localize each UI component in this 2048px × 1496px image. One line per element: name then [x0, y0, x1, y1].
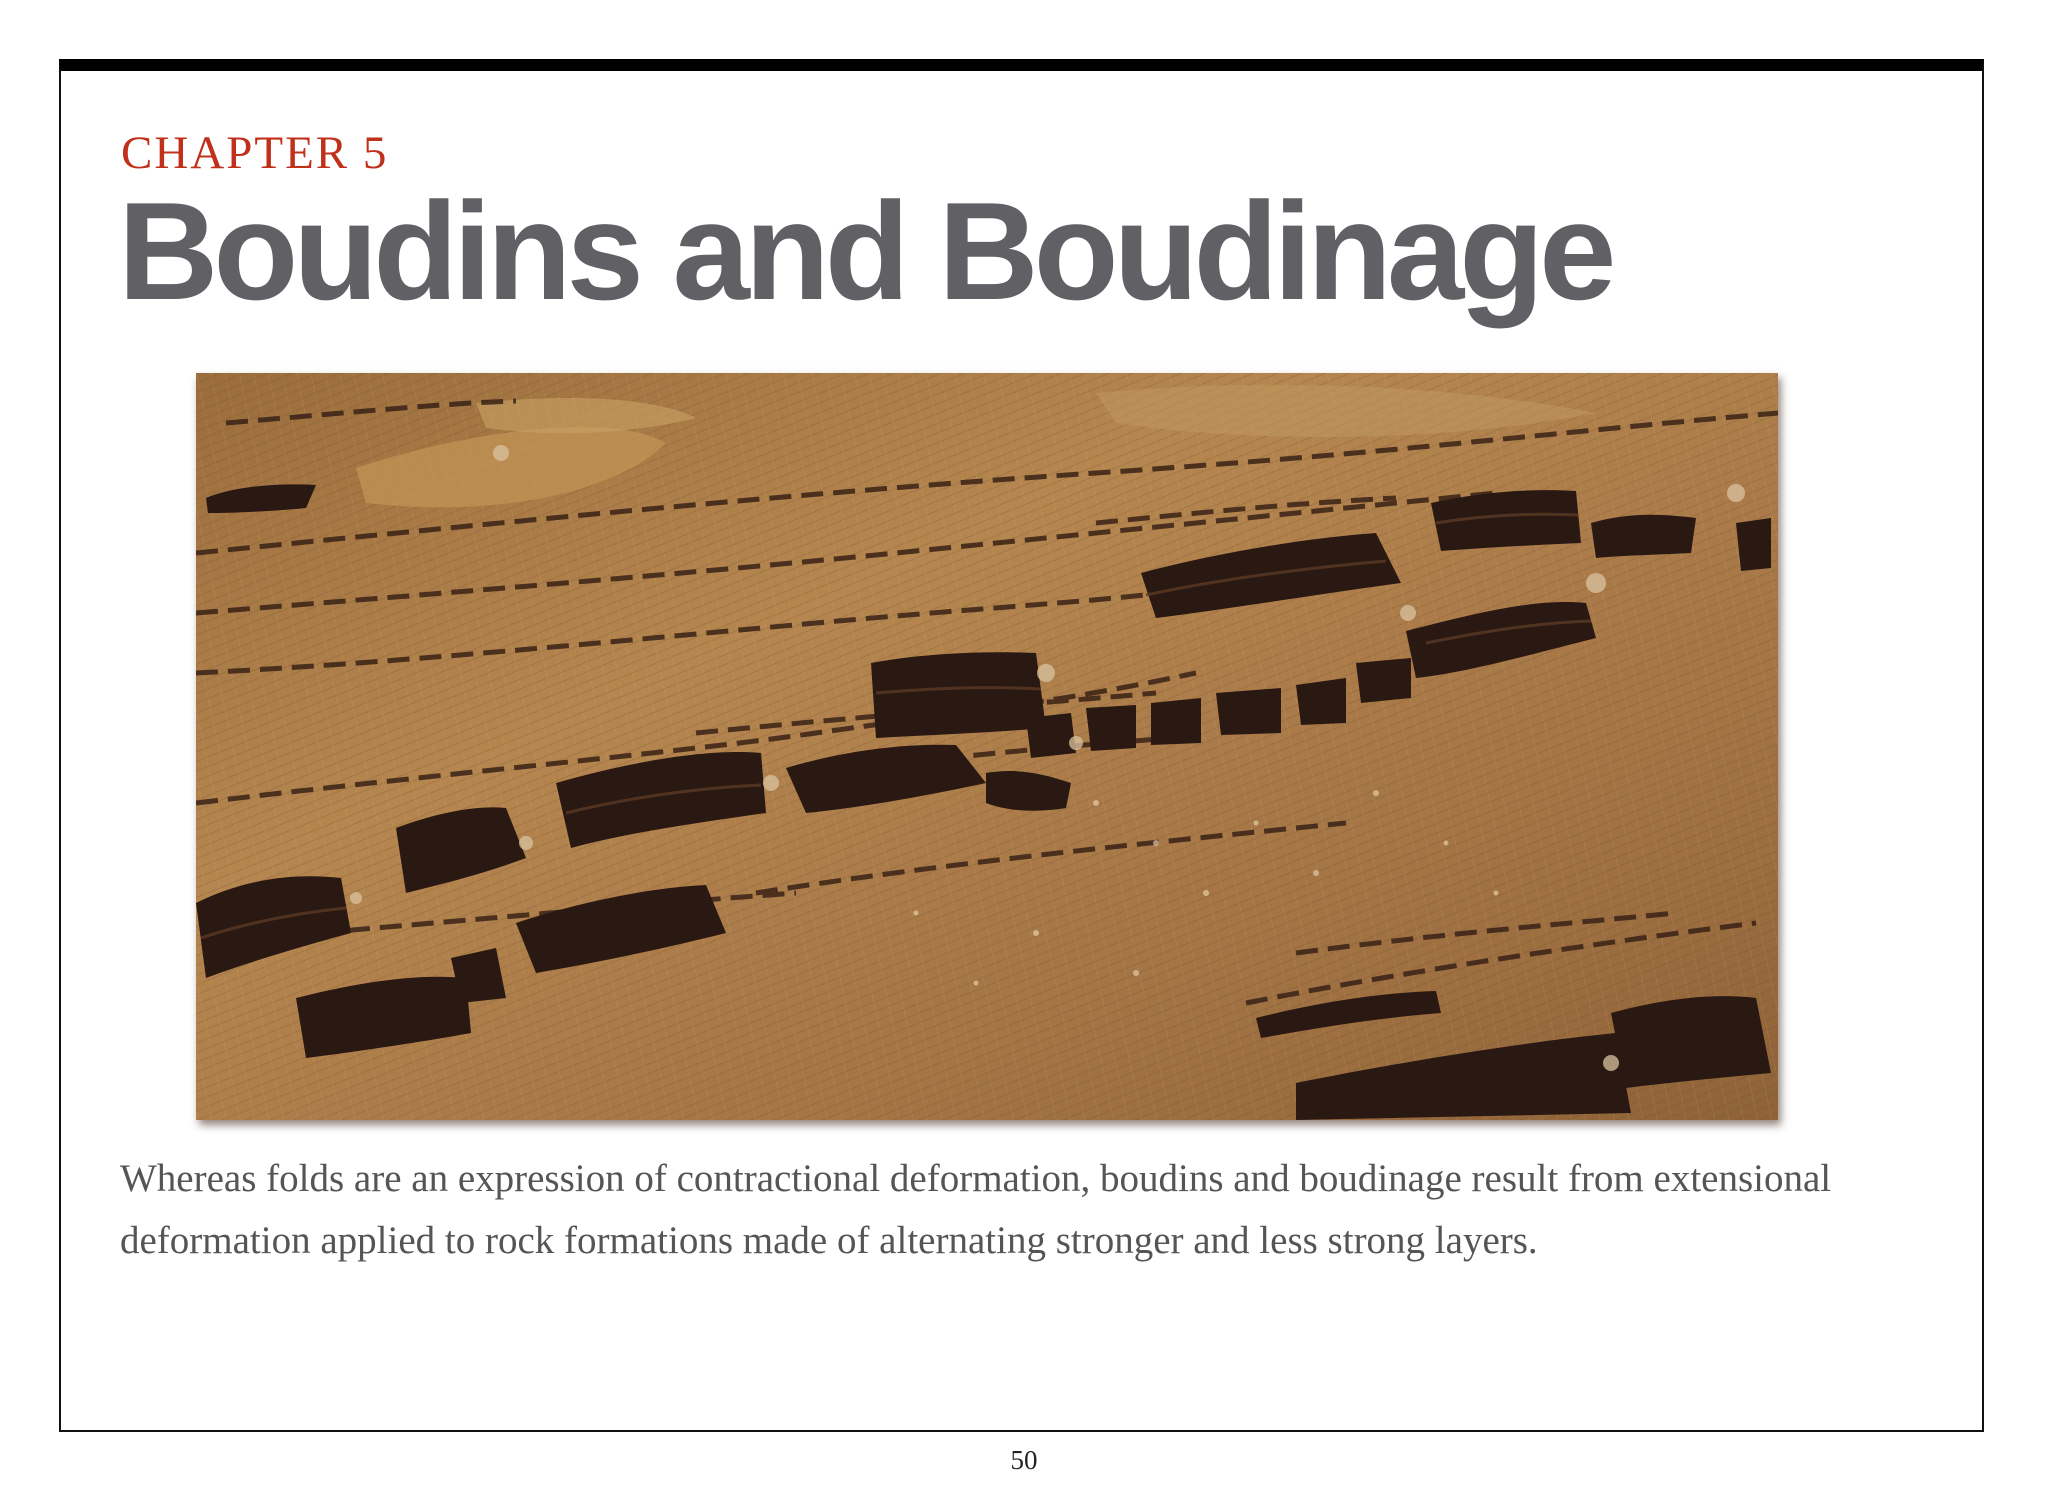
boudinage-photo: [196, 373, 1778, 1120]
chapter-label: CHAPTER 5: [121, 127, 389, 179]
page-number: 50: [1010, 1445, 1038, 1475]
chapter-title: Boudins and Boudinage: [118, 174, 1612, 329]
body-paragraph: Whereas folds are an expression of contractional deformation, boudins and boudinage result from extensional deformation applied to rock formations made of alternating stronger and less strong layers.: [120, 1157, 1832, 1262]
